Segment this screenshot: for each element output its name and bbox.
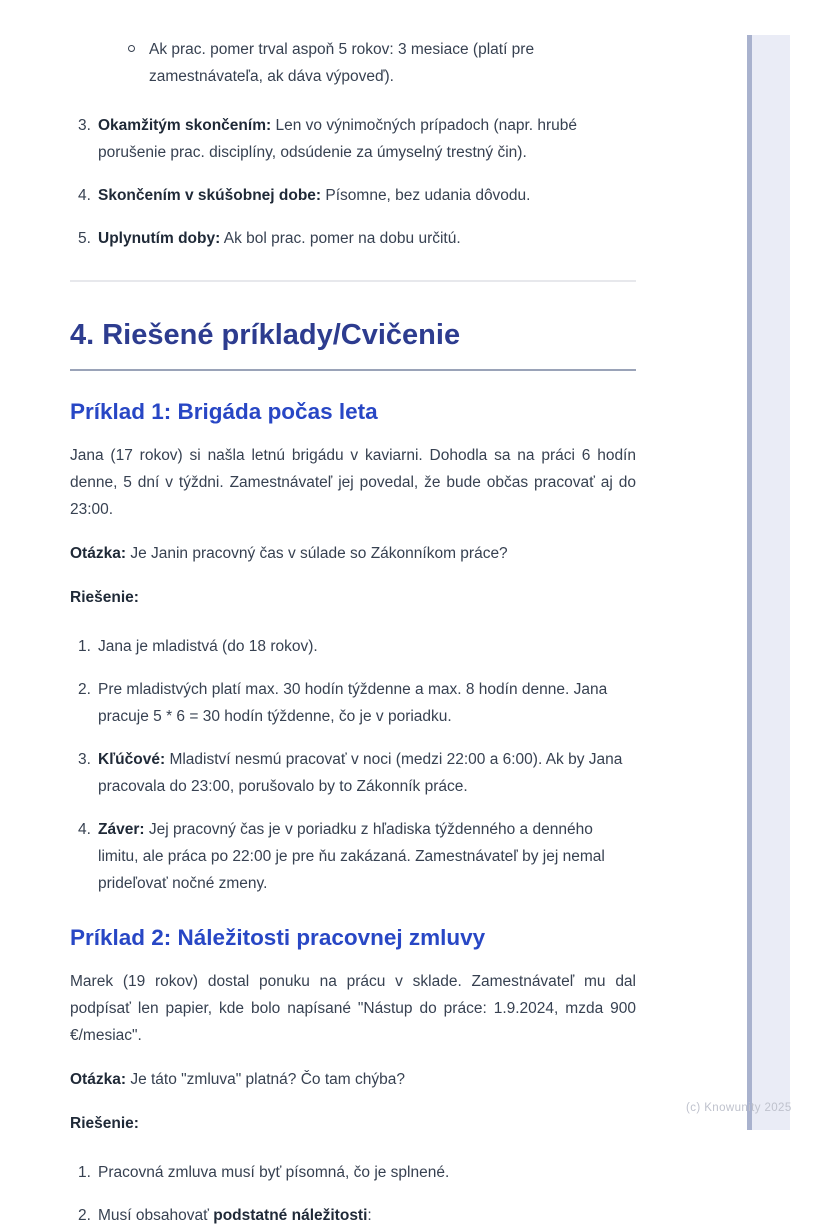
- list-item-number: 4.: [78, 187, 91, 204]
- list-item-number: 2.: [78, 1207, 91, 1224]
- example2-body: Marek (19 rokov) dostal ponuku na prácu v sklade. Zamestnávateľ mu dal podpísať len papier, kde bolo napísané "Nástup do práce: 1.9.2024, mzda 900 €/mesiac".: [70, 973, 636, 1044]
- list-item-lead: Okamžitým skončením:: [98, 117, 272, 134]
- example1-title: Príklad 1: Brigáda počas leta: [70, 399, 378, 424]
- list-item-lead: Skončením v skúšobnej dobe:: [98, 187, 322, 204]
- list-item: [70, 816, 636, 897]
- example2-question: [70, 1066, 636, 1093]
- list-item-number: 4.: [78, 821, 91, 838]
- list-item-bold: podstatné náležitosti: [213, 1207, 368, 1224]
- list-item-text: Len vo výnimočných prípadoch (napr. hrubé porušenie prac. disciplíny, odsúdenie za úmyselný trestný čin).: [98, 117, 578, 161]
- list-item-text: Pre mladistvých platí max. 30 hodín týždenne a max. 8 hodín denne. Jana pracuje 5 * 6 = 30 hodín týždenne, čo je v poriadku.: [98, 681, 608, 725]
- list-item-lead: Záver:: [98, 821, 145, 838]
- list-item-text: Jej pracovný čas je v poriadku z hľadiska týždenného a denného limitu, ale práca po 22:00 je pre ňu zakázaná. Zamestnávateľ by jej nemal prideľovať nočné zmeny.: [98, 821, 605, 892]
- list-item-text: Ak prac. pomer trval aspoň 5 rokov: 3 mesiace (platí pre zamestnávateľa, ak dáva výpoveď).: [149, 41, 535, 85]
- list-item: [70, 182, 636, 209]
- example1-question: [70, 540, 636, 567]
- list-item-number: 3.: [78, 751, 91, 768]
- list-item-number: 3.: [78, 117, 91, 134]
- example2-steps: [70, 1159, 636, 1229]
- list-item: [70, 112, 636, 166]
- list-item-text: Musí obsahovať: [98, 1207, 214, 1224]
- watermark: (c) Knowunity 2025: [686, 1102, 792, 1114]
- list-item-lead: Uplynutím doby:: [98, 230, 221, 247]
- question-label: Otázka:: [70, 545, 126, 562]
- list-item: [70, 1202, 636, 1229]
- document-content: [70, 36, 636, 1229]
- question-text: Je Janin pracovný čas v súlade so Zákonníkom práce?: [130, 545, 508, 562]
- list-item: [70, 676, 636, 730]
- numbered-list: [70, 112, 636, 252]
- question-label: Otázka:: [70, 1071, 126, 1088]
- example2-title: Príklad 2: Náležitosti pracovnej zmluvy: [70, 925, 486, 950]
- list-item-number: 5.: [78, 230, 91, 247]
- list-item: [70, 746, 636, 800]
- section-divider: [70, 280, 636, 282]
- list-item-text: Písomne, bez udania dôvodu.: [325, 187, 531, 204]
- example1-solution-label: Riešenie:: [70, 589, 139, 606]
- example2-solution-label: Riešenie:: [70, 1115, 139, 1132]
- list-item-text: Ak bol prac. pomer na dobu určitú.: [223, 230, 461, 247]
- list-item: [70, 633, 636, 660]
- list-item-number: 2.: [78, 681, 91, 698]
- list-item-text: Pracovná zmluva musí byť písomná, čo je splnené.: [98, 1164, 450, 1181]
- question-text: Je táto "zmluva" platná? Čo tam chýba?: [130, 1071, 405, 1088]
- list-item: [70, 225, 636, 252]
- section-title: 4. Riešené príklady/Cvičenie: [70, 318, 636, 371]
- list-item-text: Mladiství nesmú pracovať v noci (medzi 22:00 a 6:00). Ak by Jana pracovala do 23:00, porušovalo by to Zákonník práce.: [98, 751, 623, 795]
- circle-bullet-icon: [128, 45, 135, 52]
- list-item-number: 1.: [78, 1164, 91, 1181]
- scrollbar[interactable]: [747, 35, 790, 1130]
- list-item-number: 1.: [78, 638, 91, 655]
- list-item-text: Jana je mladistvá (do 18 rokov).: [98, 638, 318, 655]
- example1-body: Jana (17 rokov) si našla letnú brigádu v kaviarni. Dohodla sa na práci 6 hodín denne, 5 dní v týždni. Zamestnávateľ jej povedal, že bude občas pracovať aj do 23:00.: [70, 447, 636, 518]
- list-item-text: :: [367, 1207, 372, 1224]
- list-item: [70, 36, 636, 90]
- example1-steps: [70, 633, 636, 897]
- list-item: [70, 1159, 636, 1186]
- list-item-lead: Kľúčové:: [98, 751, 166, 768]
